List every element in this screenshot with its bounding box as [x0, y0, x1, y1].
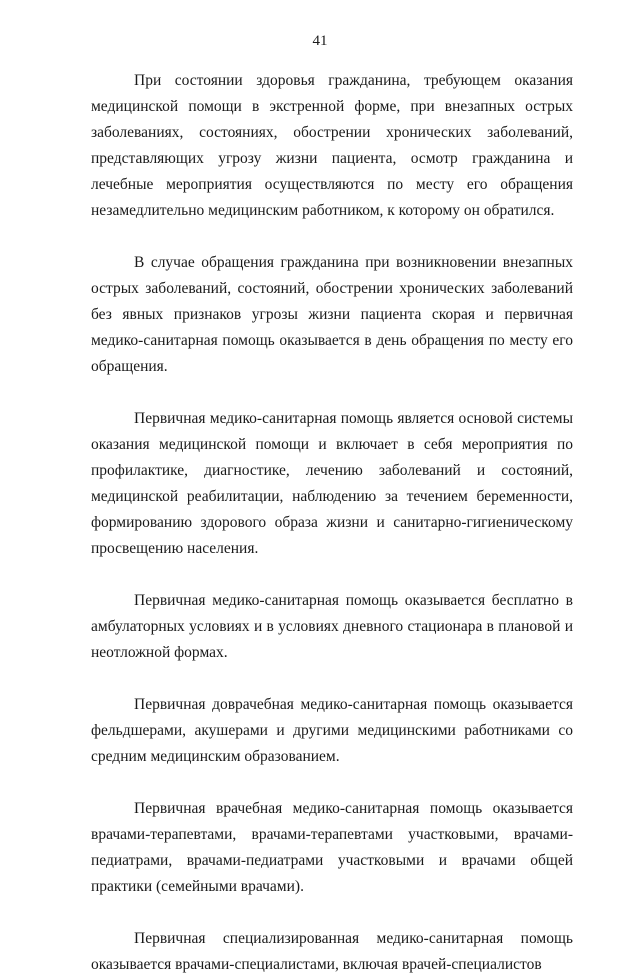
paragraph-physician-care: Первичная врачебная медико-санитарная помощь оказывается врачами-терапевтами, врачами-терапевтами участковыми, врачами-педиатрами, врачами-педиатрами участковыми и врачами общей практики (семейными врачами).	[91, 800, 573, 895]
paragraph-pre-medical-care: Первичная доврачебная медико-санитарная помощь оказывается фельдшерами, акушерами и другими медицинскими работниками со средним медицинским образованием.	[91, 696, 573, 765]
paragraph-free-care: Первичная медико-санитарная помощь оказывается бесплатно в амбулаторных условиях и в условиях дневного стационара в плановой и неотложной формах.	[91, 592, 573, 661]
paragraph-sudden-illness: В случае обращения гражданина при возникновении внезапных острых заболеваний, состояний, обострении хронических заболеваний без явных признаков угрозы жизни пациента скорая и первичная медико-санитарная помощь оказывается в день обращения по месту его обращения.	[91, 254, 573, 375]
page-number: 41	[312, 33, 328, 49]
paragraph-primary-care-basis: Первичная медико-санитарная помощь является основой системы оказания медицинской помощи и включает в себя мероприятия по профилактике, диагностике, лечению заболеваний и состояний, медицинской реабилитации, наблюдению за течением беременности, формированию здорового образа жизни и санитарно-гигиеническому просвещению населения.	[91, 410, 573, 557]
document-body	[91, 68, 573, 978]
paragraph-emergency-care: При состоянии здоровья гражданина, требующем оказания медицинской помощи в экстренной форме, при внезапных острых заболеваниях, состояниях, обострении хронических заболеваний, представляющих угрозу жизни пациента, осмотр гражданина и лечебные мероприятия осуществляются по месту его обращения незамедлительно медицинским работником, к которому он обратился.	[91, 72, 573, 219]
paragraph-specialized-care: Первичная специализированная медико-санитарная помощь оказывается врачами-специалистами, включая врачей-специалистов	[91, 930, 573, 973]
